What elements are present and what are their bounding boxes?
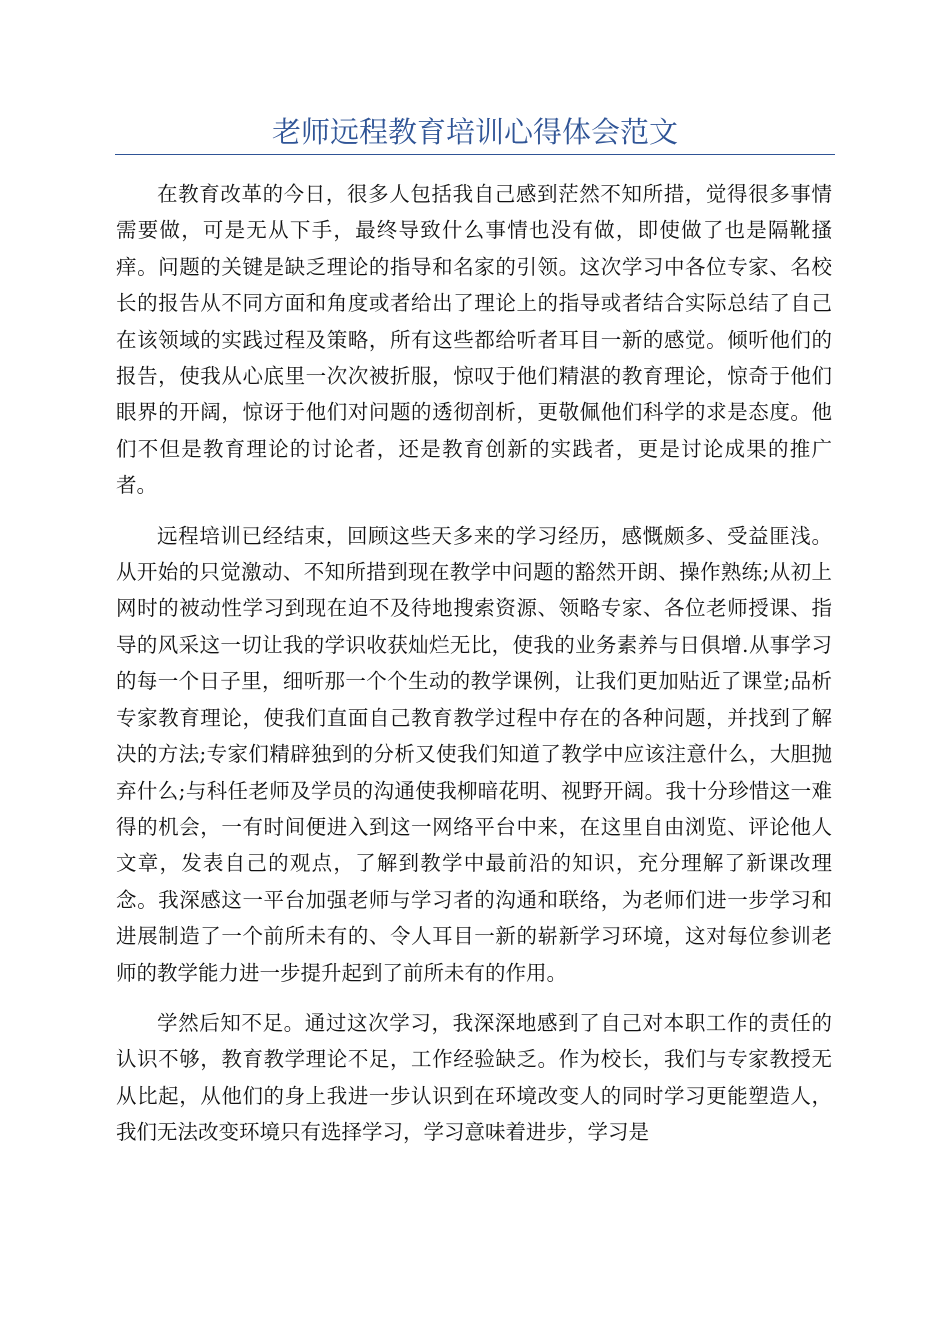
- paragraph-1: 在教育改革的今日，很多人包括我自己感到茫然不知所措，觉得很多事情需要做，可是无从下手，最终导致什么事情也没有做，即使做了也是隔靴搔痒。问题的关键是缺乏理论的指导和名家的引领。这次学习中各位专家、名校长的报告从不同方面和角度或者给出了理论上的指导或者结合实际总结了自己在该领域的实践过程及策略，所有这些都给听者耳目一新的感觉。倾听他们的报告，使我从心底里一次次被折服，惊叹于他们精湛的教育理论，惊奇于他们眼界的开阔，惊讶于他们对问题的透彻剖析，更敬佩他们科学的求是态度。他们不但是教育理论的讨论者，还是教育创新的实践者，更是讨论成果的推广者。: [116, 182, 832, 498]
- document-title: 老师远程教育培训心得体会范文: [271, 115, 678, 149]
- paragraph-2: 远程培训已经结束，回顾这些天多来的学习经历，感慨颇多、受益匪浅。从开始的只觉激动、不知所措到现在教学中问题的豁然开朗、操作熟练;从初上网时的被动性学习到现在迫不及待地搜索资源、领略专家、各位老师授课、指导的风采这一切让我的学识收获灿烂无比，使我的业务素养与日俱增.从事学习的每一个日子里，细听那一个个生动的教学课例，让我们更加贴近了课堂;品析专家教育理论，使我们直面自己教育教学过程中存在的各种问题，并找到了解决的方法;专家们精辟独到的分析又使我们知道了教学中应该注意什么，大胆抛弃什么;与科任老师及学员的沟通使我柳暗花明、视野开阔。我十分珍惜这一难得的机会，一有时间便进入到这一网络平台中来，在这里自由浏览、评论他人文章，发表自己的观点，了解到教学中最前沿的知识，充分理解了新课改理念。我深感这一平台加强老师与学习者的沟通和联络，为老师们进一步学习和进展制造了一个前所未有的、令人耳目一新的崭新学习环境，这对每位参训老师的教学能力进一步提升起到了前所未有的作用。: [116, 523, 832, 985]
- document-body: [116, 176, 832, 1165]
- paragraph-3: 学然后知不足。通过这次学习，我深深地感到了自己对本职工作的责任的认识不够，教育教学理论不足，工作经验缺乏。作为校长，我们与专家教授无从比起，从他们的身上我进一步认识到在环境改变人的同时学习更能塑造人，我们无法改变环境只有选择学习，学习意味着进步，学习是: [116, 1010, 832, 1145]
- title-underline: [115, 154, 835, 155]
